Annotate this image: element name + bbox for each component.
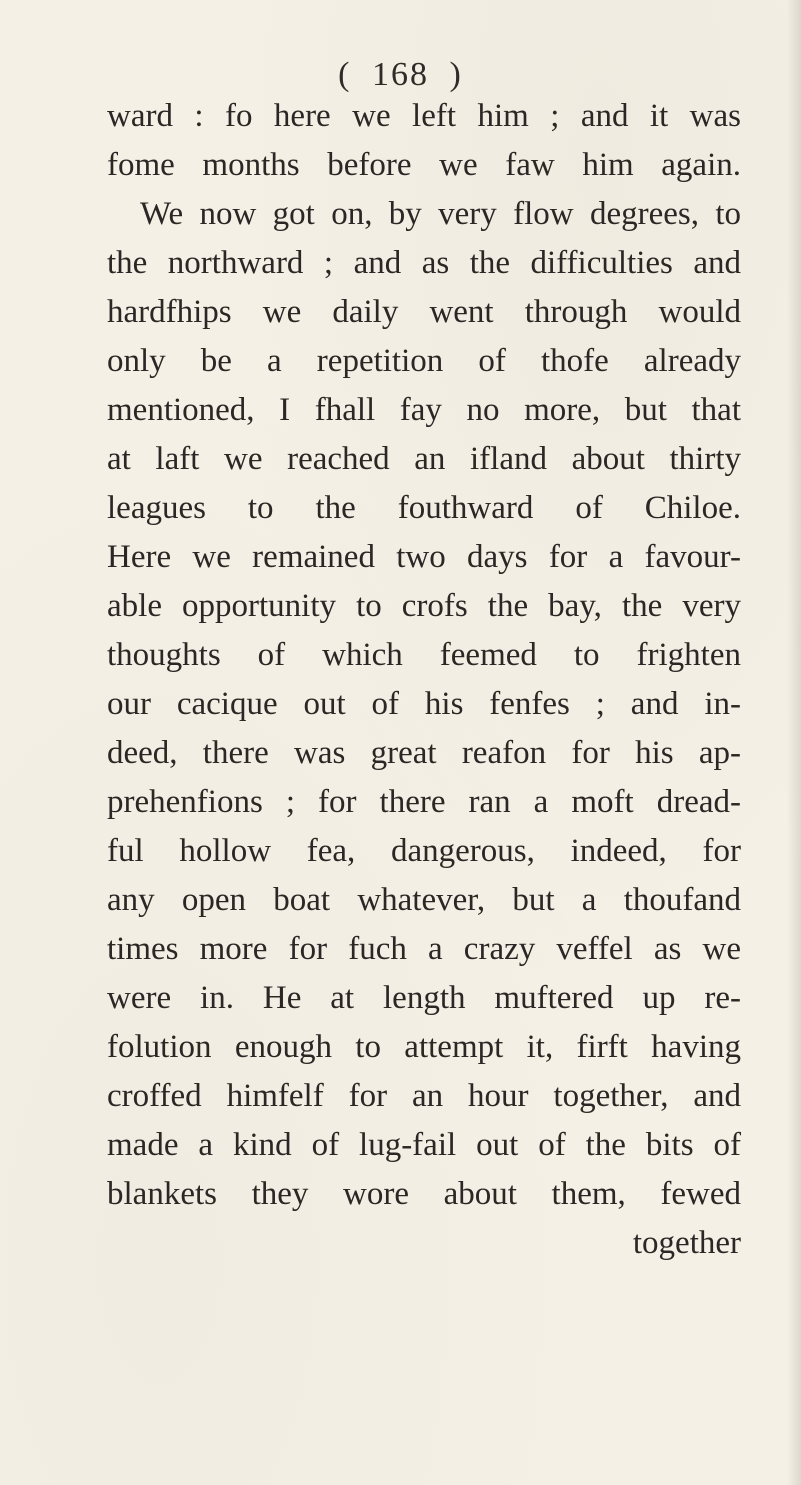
text-line: We now got on, by very flow degrees, to [140,196,741,232]
text-line: ful hollow fea, dangerous, indeed, for [107,833,741,869]
text-line: were in. He at length muftered up re- [107,980,741,1016]
text-line: deed, there was great reafon for his ap- [107,735,741,771]
text-line: mentioned, I fhall fay no more, but that [107,392,741,428]
text-line: the northward ; and as the difficulties and [107,245,741,281]
text-line: any open boat whatever, but a thoufand [107,882,741,918]
text-line: Here we remained two days for a favour- [107,539,741,575]
catchword: together [632,1225,741,1261]
text-line: prehenfions ; for there ran a moft dread- [107,784,741,820]
page-edge-shadow [787,0,801,1485]
text-line: able opportunity to crofs the bay, the very [107,588,741,624]
text-line: our cacique out of his fenfes ; and in- [107,686,741,722]
text-line: made a kind of lug-fail out of the bits of [107,1127,741,1163]
page-number: ( 168 ) [338,56,463,93]
text-line: only be a repetition of thofe already [107,343,741,379]
text-line: ward : fo here we left him ; and it was [107,98,741,134]
text-line: leagues to the fouthward of Chiloe. [107,490,741,526]
text-line: at laft we reached an ifland about thirty [107,441,741,477]
text-line: fome months before we faw him again. [107,147,741,183]
text-line: times more for fuch a crazy veffel as we [107,931,741,967]
text-line: folution enough to attempt it, firft having [107,1029,741,1065]
text-line: croffed himfelf for an hour together, and [107,1078,741,1114]
text-line: thoughts of which feemed to frighten [107,637,741,673]
text-line: blankets they wore about them, fewed [107,1176,741,1212]
text-line: hardfhips we daily went through would [107,294,741,330]
